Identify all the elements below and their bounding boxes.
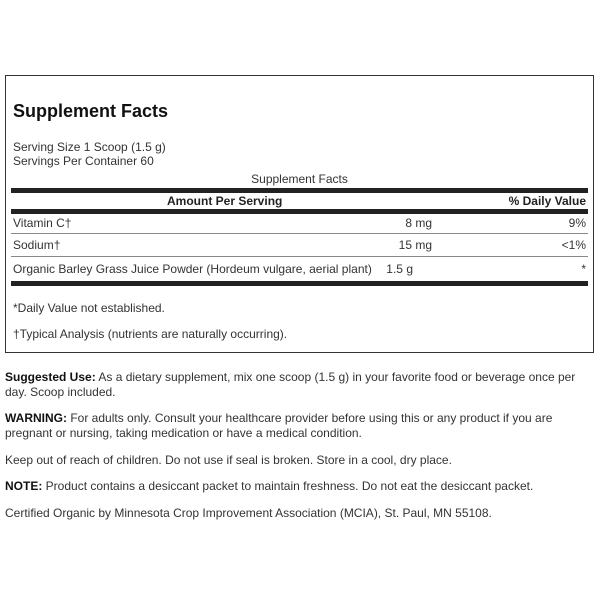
desiccant-note — [5, 479, 595, 494]
header-amount: Amount Per Serving — [167, 194, 283, 208]
table-row-name: Sodium† — [13, 238, 61, 252]
table-row-name: Vitamin C† — [13, 216, 72, 230]
storage-note: Keep out of reach of children. Do not use if seal is broken. Store in a cool, dry place. — [5, 453, 452, 467]
footnote-typical-analysis: †Typical Analysis (nutrients are naturally occurring). — [13, 327, 288, 341]
divider-thin — [11, 256, 588, 257]
certification: Certified Organic by Minnesota Crop Improvement Association (MCIA), St. Paul, MN 55108. — [5, 506, 492, 520]
supplement-facts-panel — [5, 75, 594, 353]
note-text: Product contains a desiccant packet to maintain freshness. Do not eat the desiccant packet. — [42, 479, 534, 493]
divider-thick — [11, 188, 588, 193]
table-row-amount: 15 mg — [398, 238, 432, 252]
warning — [5, 411, 595, 441]
suggested-use-text: As a dietary supplement, mix one scoop (1.5 g) in your favorite food or beverage once per day. Scoop included. — [5, 370, 576, 399]
table-row-dv: <1% — [561, 238, 586, 252]
divider-thick — [11, 281, 588, 286]
table-row-amount: 8 mg — [405, 216, 432, 230]
warning-label: WARNING: — [5, 411, 67, 425]
note-label: NOTE: — [5, 479, 43, 493]
table-row-dv: * — [581, 262, 586, 276]
warning-text: For adults only. Consult your healthcare provider before using this or any product if you are pregnant or nursing, taking medication or have a medical condition. — [5, 411, 553, 440]
suggested-use-label: Suggested Use: — [5, 370, 96, 384]
header-daily-value: % Daily Value — [508, 194, 586, 208]
table-row-name: Organic Barley Grass Juice Powder (Hordeum vulgare, aerial plant) — [13, 262, 372, 276]
suggested-use — [5, 370, 595, 400]
footnote-daily-value: *Daily Value not established. — [13, 301, 165, 315]
divider-thick — [11, 209, 588, 214]
serving-size: Serving Size 1 Scoop (1.5 g) — [13, 140, 166, 154]
table-row-amount: 1.5 g — [386, 262, 413, 276]
table-row-dv: 9% — [568, 216, 586, 230]
divider-thin — [11, 233, 588, 234]
facts-title: Supplement Facts — [13, 101, 169, 121]
table-caption: Supplement Facts — [251, 172, 348, 186]
servings-per-container: Servings Per Container 60 — [13, 154, 154, 168]
